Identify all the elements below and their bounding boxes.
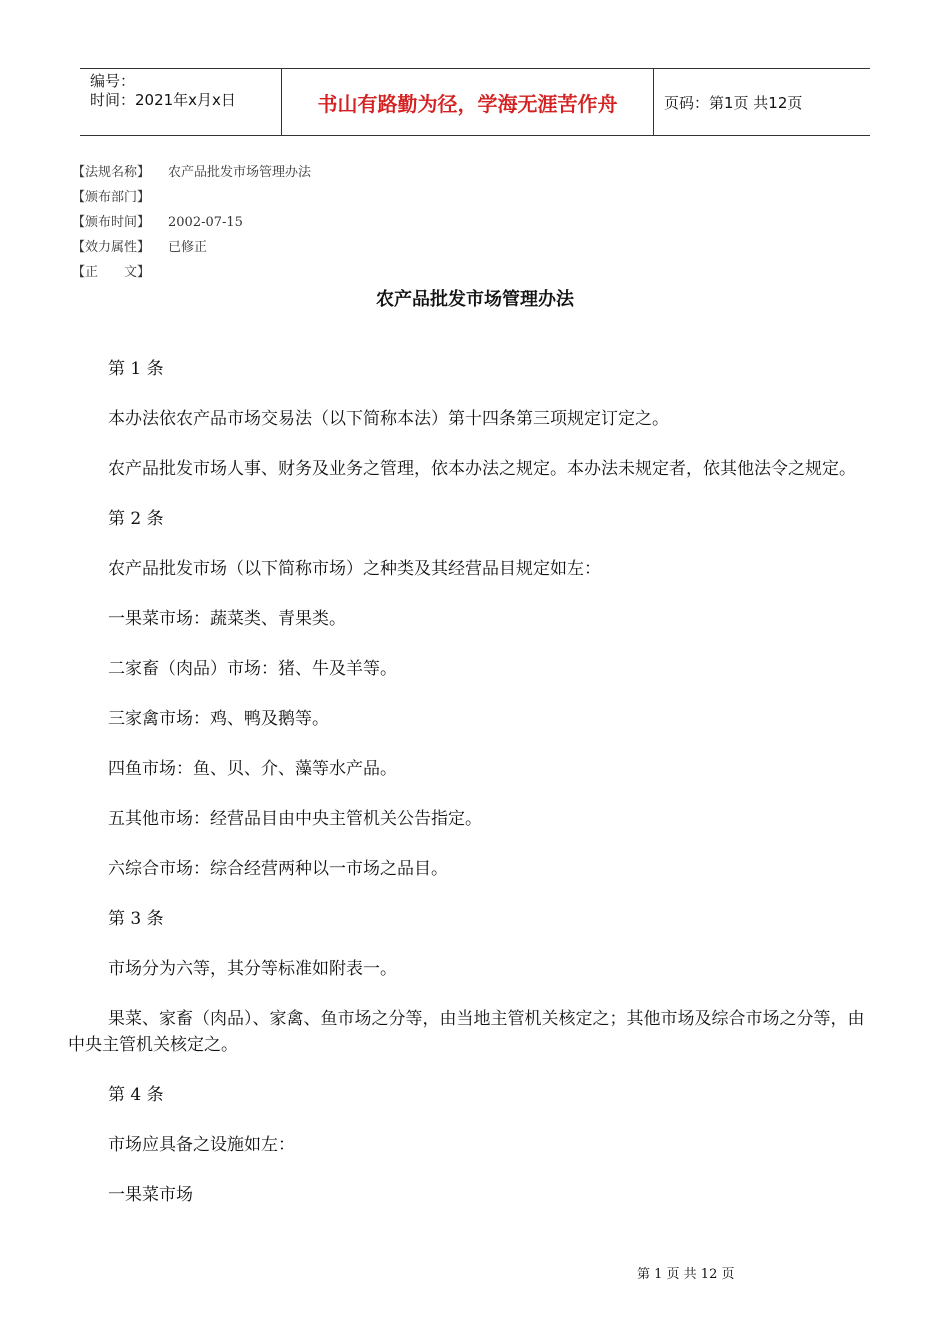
time-label: 时间：2021年x月x日 xyxy=(90,91,236,109)
meta-key: 【颁布时间】 xyxy=(72,215,151,230)
paragraph: 五其他市场：经营品目由中央主管机关公告指定。 xyxy=(108,809,482,829)
meta-key: 【效力属性】 xyxy=(72,240,151,255)
paragraph: 第 2 条 xyxy=(108,509,164,529)
header-motto: 书山有路勤为径，学海无涯苦作舟 xyxy=(282,69,654,135)
header-left xyxy=(80,69,282,135)
paragraph: 一果菜市场 xyxy=(108,1185,193,1205)
paragraph: 第 4 条 xyxy=(108,1085,164,1105)
page-footer: 第 1 页 共 12 页 xyxy=(637,1267,735,1282)
paragraph: 三家禽市场：鸡、鸭及鹅等。 xyxy=(108,709,329,729)
document-body xyxy=(68,356,876,1232)
meta-row xyxy=(72,185,311,210)
paragraph: 果菜、家畜（肉品）、家禽、鱼市场之分等，由当地主管机关核定之；其他市场及综合市场之分等，由中央主管机关核定之。 xyxy=(68,1009,865,1055)
meta-value: 已修正 xyxy=(168,240,208,255)
paragraph: 第 1 条 xyxy=(108,359,164,379)
meta-value: 2002-07-15 xyxy=(168,215,243,230)
paragraph: 农产品批发市场（以下简称市场）之种类及其经营品目规定如左： xyxy=(108,559,601,579)
paragraph: 四鱼市场：鱼、贝、介、藻等水产品。 xyxy=(108,759,397,779)
meta-row xyxy=(72,160,311,185)
meta-row xyxy=(72,260,311,285)
meta-key: 【法规名称】 xyxy=(72,165,151,180)
paragraph: 一果菜市场：蔬菜类、青果类。 xyxy=(108,609,346,629)
paragraph: 市场分为六等，其分等标准如附表一。 xyxy=(108,959,397,979)
meta-row xyxy=(72,210,311,235)
paragraph: 市场应具备之设施如左： xyxy=(108,1135,295,1155)
paragraph: 二家畜（肉品）市场：猪、牛及羊等。 xyxy=(108,659,397,679)
meta-key: 【颁布部门】 xyxy=(72,190,151,205)
meta-key: 【正 文】 xyxy=(72,265,151,280)
meta-value: 农产品批发市场管理办法 xyxy=(168,165,312,180)
paragraph: 本办法依农产品市场交易法（以下简称本法）第十四条第三项规定订定之。 xyxy=(108,409,669,429)
meta-row xyxy=(72,235,311,260)
header-page-info: 页码：第1页 共12页 xyxy=(664,93,803,112)
document-title: 农产品批发市场管理办法 xyxy=(376,289,574,310)
paragraph: 六综合市场：综合经营两种以一市场之品目。 xyxy=(108,859,448,879)
paragraph: 农产品批发市场人事、财务及业务之管理，依本办法之规定。本办法未规定者，依其他法令之规定。 xyxy=(108,459,856,479)
metadata-block xyxy=(72,160,311,285)
page-header xyxy=(80,68,870,136)
number-label: 编号： xyxy=(90,72,136,90)
paragraph: 第 3 条 xyxy=(108,909,164,929)
